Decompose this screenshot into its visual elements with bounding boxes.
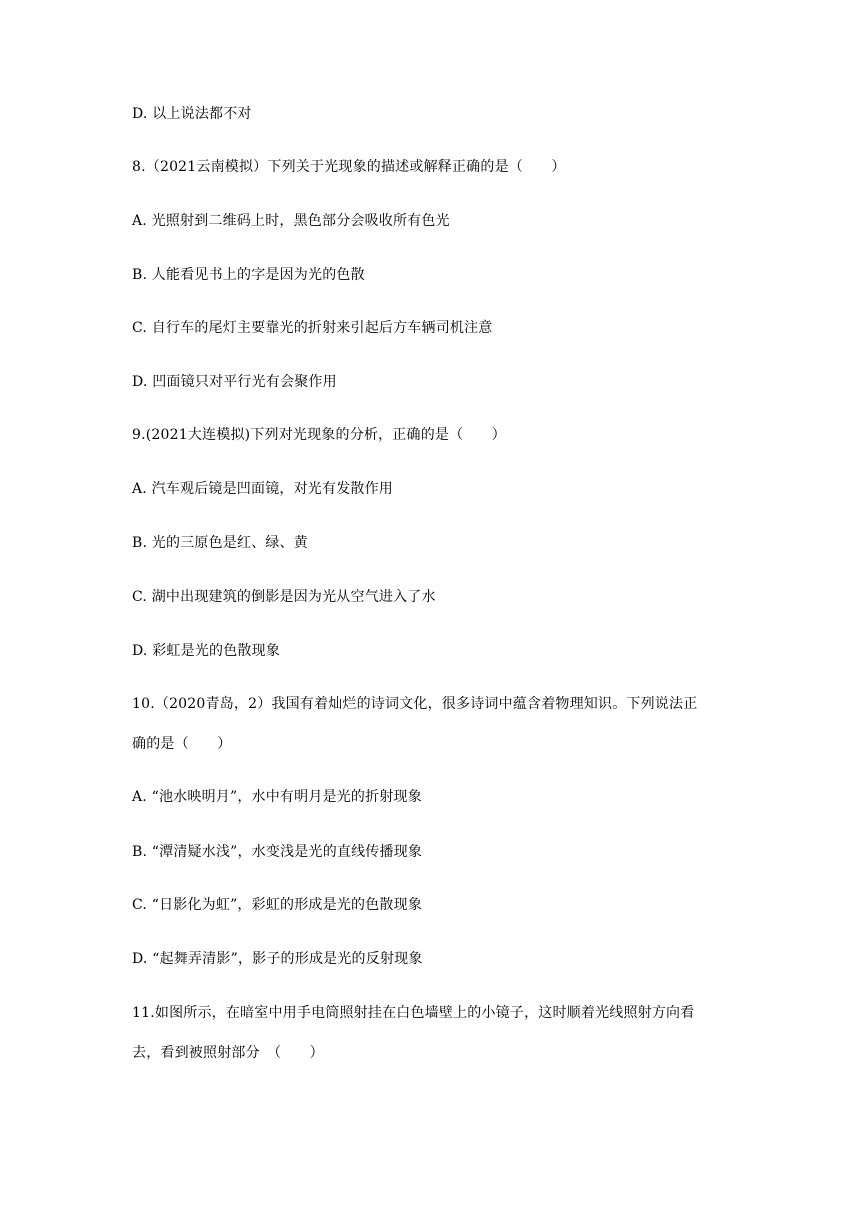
q10-option-c: C. “日影化为虹”，彩虹的形成是光的色散现象	[132, 897, 423, 913]
q7-option-d: D. 以上说法都不对	[132, 106, 252, 122]
q9-stem: 9.(2021大连模拟)下列对光现象的分析，正确的是（ ）	[132, 427, 506, 443]
q11-stem-line1: 11.如图所示，在暗室中用手电筒照射挂在白色墙壁上的小镜子，这时顺着光线照射方向看	[132, 1005, 695, 1021]
q10-option-a: A. “池水映明月”，水中有明月是光的折射现象	[132, 789, 422, 805]
q10-stem-line1: 10.（2020青岛，2）我国有着灿烂的诗词文化，很多诗词中蕴含着物理知识。下列说法正	[132, 696, 698, 712]
q8-option-b: B. 人能看见书上的字是因为光的色散	[132, 267, 365, 283]
q9-option-a: A. 汽车观后镜是凹面镜，对光有发散作用	[132, 481, 394, 497]
q10-option-b: B. “潭清疑水浅”，水变浅是光的直线传播现象	[132, 844, 423, 860]
q10-stem-line2: 确的是（ ）	[132, 736, 232, 752]
q9-option-d: D. 彩虹是光的色散现象	[132, 643, 281, 659]
q8-option-c: C. 自行车的尾灯主要靠光的折射来引起后方车辆司机注意	[132, 320, 493, 336]
q9-option-b: B. 光的三原色是红、绿、黄	[132, 535, 308, 551]
q8-option-d: D. 凹面镜只对平行光有会聚作用	[132, 374, 337, 390]
q8-stem: 8.（2021云南模拟）下列关于光现象的描述或解释正确的是（ ）	[132, 159, 566, 175]
q8-option-a: A. 光照射到二维码上时，黑色部分会吸收所有色光	[132, 213, 450, 229]
q10-option-d: D. “起舞弄清影”，影子的形成是光的反射现象	[132, 951, 423, 967]
q9-option-c: C. 湖中出现建筑的倒影是因为光从空气进入了水	[132, 589, 436, 605]
q11-stem-line2: 去，看到被照射部分 （ ）	[132, 1045, 324, 1061]
